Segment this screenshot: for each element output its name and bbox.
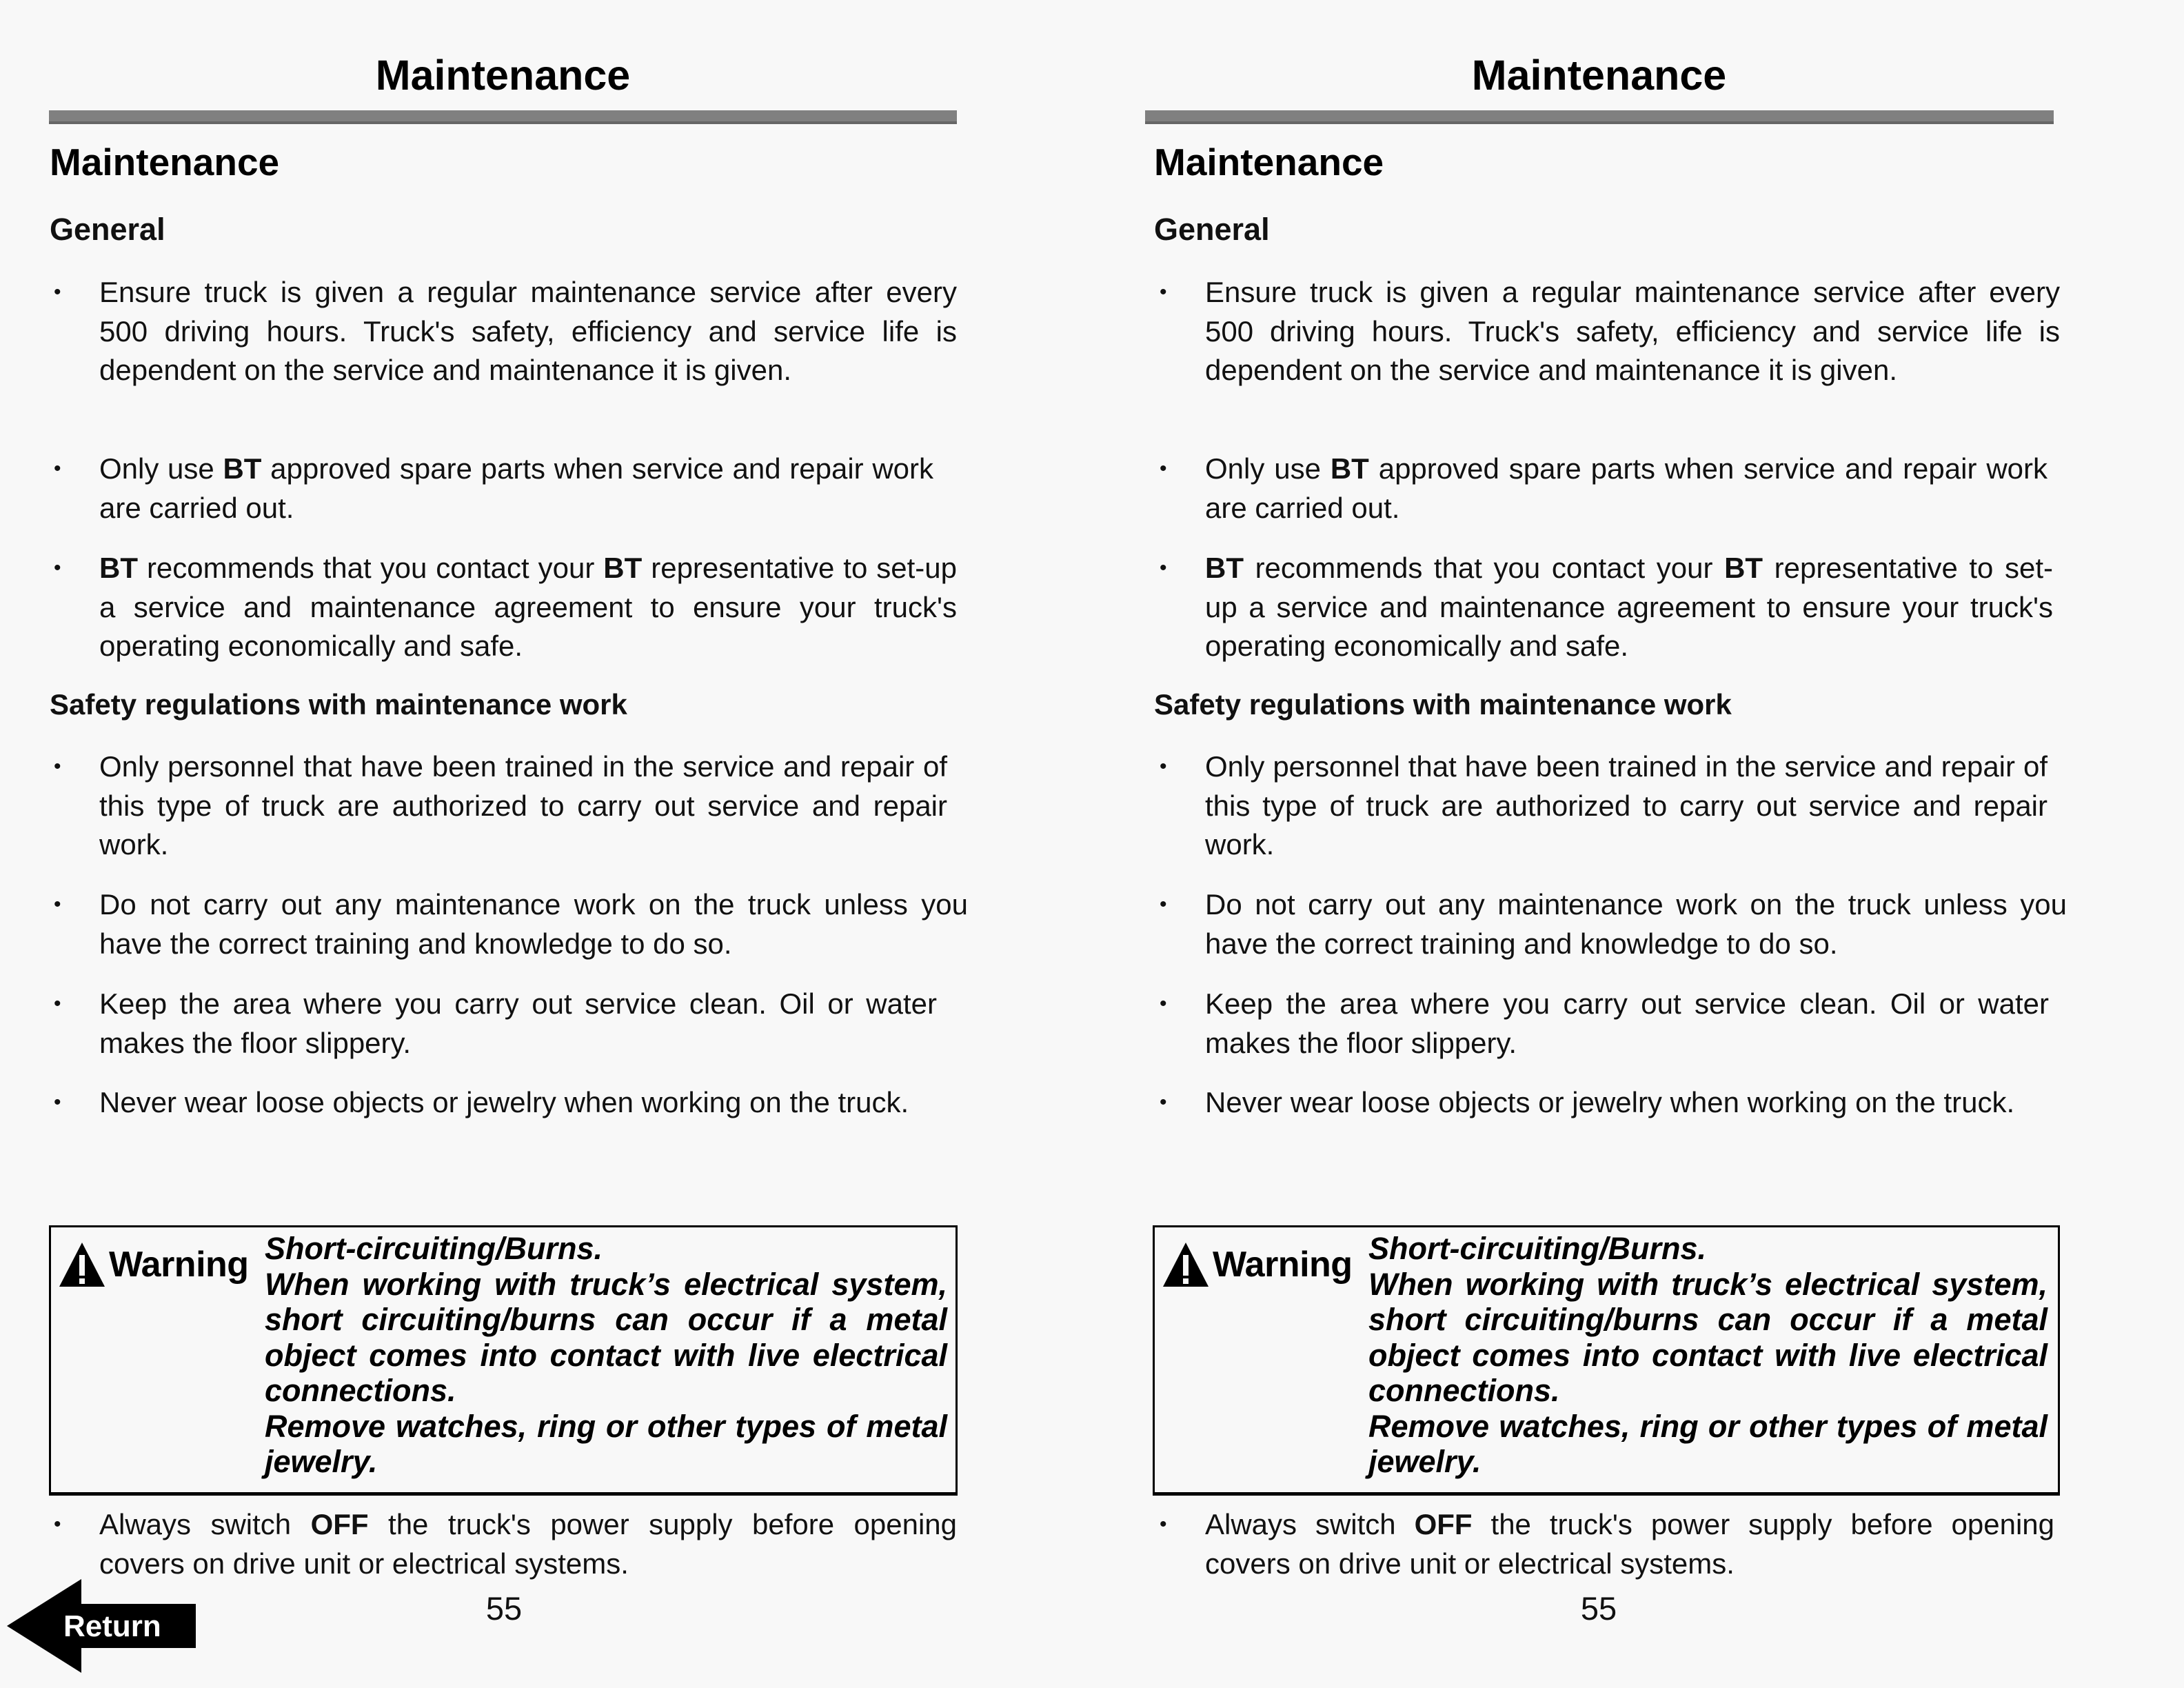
text-run: Only use bbox=[1205, 452, 1331, 485]
return-button-label: Return bbox=[63, 1609, 161, 1643]
bullet-item bbox=[54, 273, 957, 390]
bullet-text bbox=[1205, 1083, 2050, 1123]
text-run: Only personnel that have been trained in the service and repair of this type of truck are authorized to carry out service and repair work. bbox=[1205, 750, 2048, 861]
bullet-text bbox=[1205, 985, 2049, 1063]
section-heading: Maintenance bbox=[50, 141, 280, 183]
warning-text bbox=[265, 1231, 947, 1480]
warning-triangle-icon bbox=[58, 1241, 106, 1288]
warning-text bbox=[1368, 1231, 2048, 1480]
warning-description: When working with truck’s electrical system, short circuiting/burns can occur if a metal object comes into contact with live electrical connections. bbox=[1368, 1266, 2048, 1408]
warning-box bbox=[49, 1225, 958, 1496]
bullet-icon: • bbox=[54, 1091, 61, 1114]
text-run: approved spare parts when service and repair work are carried out. bbox=[1205, 452, 2048, 524]
bullet-text bbox=[1205, 885, 2067, 963]
text-run: recommends that you contact your bbox=[138, 552, 604, 584]
bullet-text bbox=[1205, 747, 2048, 865]
warning-title: Short-circuiting/Burns. bbox=[1368, 1231, 1707, 1266]
bullet-icon: • bbox=[54, 992, 61, 1015]
text-run: Do not carry out any maintenance work on the truck unless you have the correct training and knowledge to do so. bbox=[1205, 888, 2067, 960]
bullet-text bbox=[99, 885, 968, 963]
bullet-text bbox=[99, 985, 937, 1063]
bullet-icon: • bbox=[1160, 1513, 1167, 1536]
header-rule bbox=[49, 110, 957, 124]
text-run: Always switch bbox=[99, 1508, 311, 1540]
bullet-item bbox=[1160, 1083, 2050, 1123]
text-run: Never wear loose objects or jewelry when working on the truck. bbox=[1205, 1086, 2015, 1118]
general-heading: General bbox=[50, 212, 165, 247]
text-run: Ensure truck is given a regular maintenance service after every 500 driving hours. Truck's safety, efficiency and service life is dependent on the service and maintenance it is given. bbox=[1205, 276, 2060, 386]
general-heading: General bbox=[1154, 212, 1270, 247]
warning-label bbox=[58, 1241, 249, 1288]
bold-term: BT bbox=[99, 552, 138, 584]
text-run: Do not carry out any maintenance work on the truck unless you have the correct training and knowledge to do so. bbox=[99, 888, 968, 960]
bullet-text bbox=[99, 450, 933, 528]
text-run: Always switch bbox=[1205, 1508, 1415, 1540]
bold-term: BT bbox=[1330, 452, 1369, 485]
page-number: 55 bbox=[485, 1590, 523, 1627]
bullet-item bbox=[1160, 1505, 2054, 1583]
warning-instruction: Remove watches, ring or other types of metal jewelry. bbox=[265, 1408, 947, 1479]
bold-term: OFF bbox=[310, 1508, 369, 1540]
text-run: approved spare parts when service and repair work are carried out. bbox=[99, 452, 933, 524]
bullet-item bbox=[1160, 885, 2067, 963]
bullet-text bbox=[1205, 1505, 2054, 1583]
bold-term: BT bbox=[603, 552, 643, 584]
text-run: Only use bbox=[99, 452, 223, 485]
bold-term: BT bbox=[1205, 552, 1244, 584]
warning-box bbox=[1153, 1225, 2060, 1496]
bold-term: OFF bbox=[1414, 1508, 1473, 1540]
bullet-icon: • bbox=[54, 457, 61, 480]
bullet-icon: • bbox=[54, 281, 61, 303]
page-header-title: Maintenance bbox=[1471, 52, 1727, 99]
bullet-item bbox=[1160, 747, 2048, 865]
warning-description: When working with truck’s electrical system, short circuiting/burns can occur if a metal object comes into contact with live electrical connections. bbox=[265, 1266, 947, 1408]
page-number: 55 bbox=[1580, 1590, 1617, 1627]
text-run: the truck's power supply before opening covers on drive unit or electrical systems. bbox=[99, 1508, 957, 1580]
text-run: representative to set-up a service and maintenance agreement to ensure your truck's operating economically and safe. bbox=[99, 552, 958, 662]
text-run: recommends that you contact your bbox=[1244, 552, 1725, 584]
bullet-icon: • bbox=[54, 556, 61, 579]
page-header-title: Maintenance bbox=[375, 52, 631, 99]
header-rule bbox=[1145, 110, 2054, 124]
right-page bbox=[1096, 0, 2184, 1688]
bullet-item bbox=[1160, 273, 2060, 390]
bullet-icon: • bbox=[1160, 457, 1167, 480]
bullet-item bbox=[54, 549, 958, 666]
bullet-item bbox=[54, 885, 968, 963]
bullet-item bbox=[54, 450, 933, 528]
bullet-icon: • bbox=[1160, 755, 1167, 778]
bullet-item bbox=[1160, 549, 2054, 666]
bold-term: BT bbox=[1724, 552, 1763, 584]
warning-title: Short-circuiting/Burns. bbox=[265, 1231, 603, 1266]
bullet-text bbox=[99, 747, 947, 865]
bullet-icon: • bbox=[1160, 992, 1167, 1015]
warning-label bbox=[1162, 1241, 1353, 1288]
bullet-text bbox=[1205, 273, 2060, 390]
bullet-item bbox=[54, 1505, 957, 1583]
bullet-text bbox=[99, 273, 957, 390]
warning-label-text: Warning bbox=[109, 1245, 249, 1285]
text-run: Only personnel that have been trained in the service and repair of this type of truck are authorized to carry out service and repair work. bbox=[99, 750, 947, 861]
bullet-text bbox=[99, 1505, 957, 1583]
bullet-text bbox=[1205, 450, 2048, 528]
safety-heading: Safety regulations with maintenance work bbox=[50, 688, 627, 721]
warning-triangle-icon bbox=[1162, 1241, 1210, 1288]
bullet-item bbox=[54, 747, 947, 865]
bullet-icon: • bbox=[1160, 1091, 1167, 1114]
text-run: Keep the area where you carry out service clean. Oil or water makes the floor slippery. bbox=[1205, 987, 2049, 1059]
bold-term: BT bbox=[223, 452, 262, 485]
warning-label-text: Warning bbox=[1213, 1245, 1353, 1285]
bullet-text bbox=[99, 549, 957, 666]
text-run: Keep the area where you carry out service clean. Oil or water makes the floor slippery. bbox=[99, 987, 937, 1059]
bullet-icon: • bbox=[1160, 281, 1167, 303]
text-run: Ensure truck is given a regular maintenance service after every 500 driving hours. Truck's safety, efficiency and service life is dependent on the service and maintenance it is given. bbox=[99, 276, 957, 386]
bullet-text bbox=[1205, 549, 2053, 666]
bullet-text bbox=[99, 1083, 957, 1123]
bullet-item bbox=[1160, 450, 2048, 528]
bullet-icon: • bbox=[54, 755, 61, 778]
bullet-icon: • bbox=[1160, 556, 1167, 579]
safety-heading: Safety regulations with maintenance work bbox=[1154, 688, 1732, 721]
text-run: the truck's power supply before opening covers on drive unit or electrical systems. bbox=[1205, 1508, 2054, 1580]
text-run: representative to set-up a service and maintenance agreement to ensure your truck's operating economically and safe. bbox=[1205, 552, 2054, 662]
return-button[interactable] bbox=[6, 1579, 199, 1673]
bullet-icon: • bbox=[54, 1513, 61, 1536]
warning-instruction: Remove watches, ring or other types of metal jewelry. bbox=[1368, 1408, 2048, 1479]
section-heading: Maintenance bbox=[1154, 141, 1384, 183]
text-run: Never wear loose objects or jewelry when working on the truck. bbox=[99, 1086, 909, 1118]
bullet-icon: • bbox=[1160, 893, 1167, 916]
bullet-item bbox=[54, 985, 937, 1063]
bullet-icon: • bbox=[54, 893, 61, 916]
bullet-item bbox=[54, 1083, 957, 1123]
bullet-item bbox=[1160, 985, 2049, 1063]
